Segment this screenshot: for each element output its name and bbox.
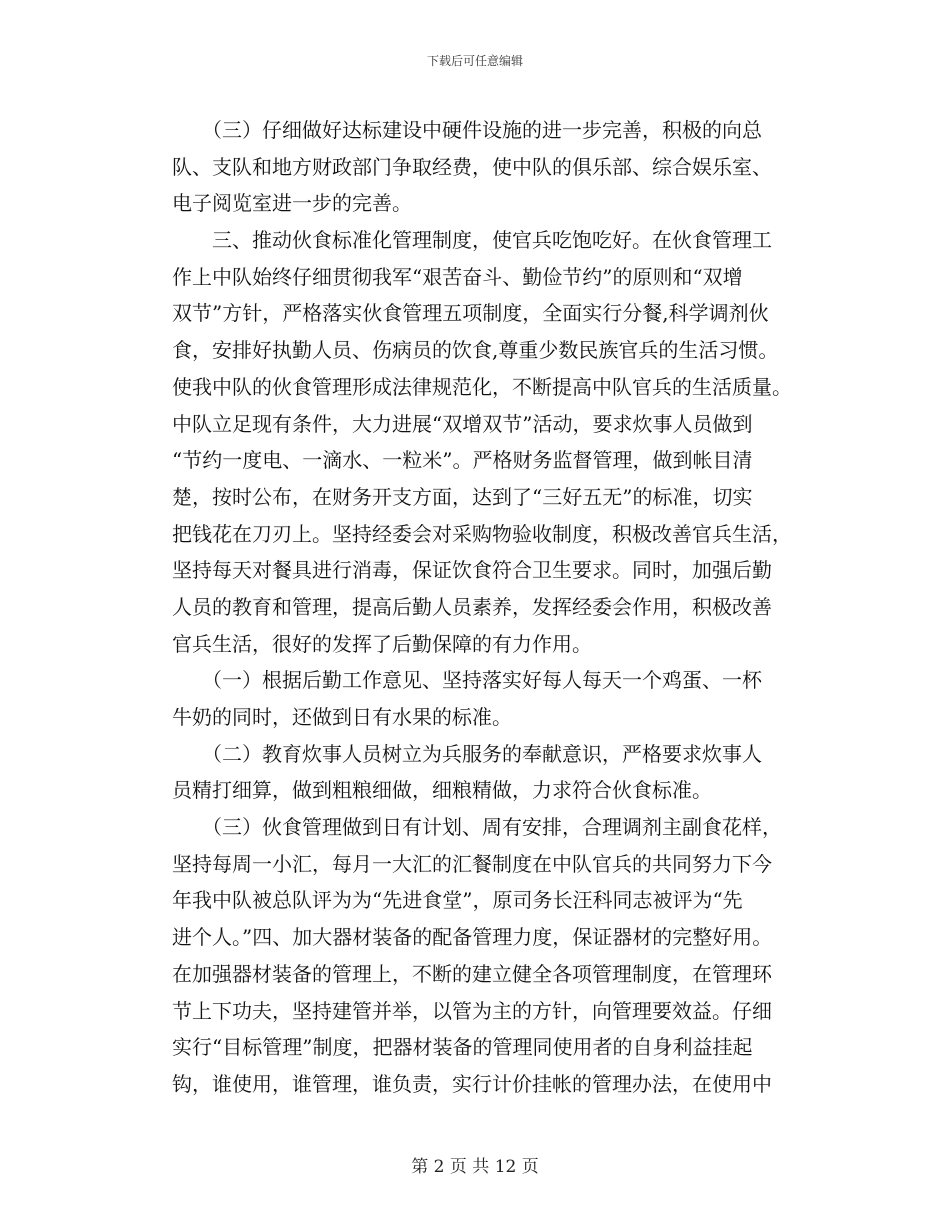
text-line: 楚，按时公布，在财务开支方面，达到了“三好五无”的标准，切实 xyxy=(172,484,753,509)
text-line: 坚持每周一小汇，每月一大汇的汇餐制度在中队官兵的共同努力下今 xyxy=(172,851,772,876)
text-line: 钩，谁使用，谁管理，谁负责，实行计价挂帐的管理办法，在使用中 xyxy=(172,1071,772,1096)
page-footer: 第 2 页 共 12 页 xyxy=(411,1157,539,1177)
text-line: 实行“目标管理”制度，把器材装备的管理同使用者的自身利益挂起 xyxy=(172,1035,753,1060)
text-line: （一）根据后勤工作意见、坚持落实好每人每天一个鸡蛋、一杯 xyxy=(172,668,762,693)
text-line: 坚持每天对餐具进行消毒，保证饮食符合卫生要求。同时，加强后勤 xyxy=(172,558,772,583)
text-line: 进个人。”四、加大器材装备的配备管理力度，保证器材的完整好用。 xyxy=(172,925,773,950)
text-line: （三）仔细做好达标建设中硬件设施的进一步完善，积极的向总 xyxy=(172,118,762,142)
text-line: 使我中队的伙食管理形成法律规范化，不断提高中队官兵的生活质量。 xyxy=(172,374,792,399)
text-line: 把钱花在刀刃上。坚持经委会对采购物验收制度，积极改善官兵生活， xyxy=(172,521,792,546)
page-header: 下载后可任意编辑 xyxy=(426,54,523,68)
text-line: 在加强器材装备的管理上，不断的建立健全各项管理制度，在管理环 xyxy=(172,961,772,986)
text-line: 牛奶的同时，还做到日有水果的标准。 xyxy=(172,705,512,729)
text-line: 人员的教育和管理，提高后勤人员素养，发挥经委会作用，积极改善 xyxy=(172,594,772,619)
document-body xyxy=(172,112,797,1103)
text-line: 作上中队始终仔细贯彻我军“艰苦奋斗、勤俭节约”的原则和“双增 xyxy=(172,264,743,289)
text-line: 食，安排好执勤人员、伤病员的饮食,尊重少数民族官兵的生活习惯。 xyxy=(172,338,779,363)
text-line: 员精打细算，做到粗粮细做，细粮精做，力求符合伙食标准。 xyxy=(172,778,712,803)
text-line: 队、支队和地方财政部门争取经费，使中队的俱乐部、综合娱乐室、 xyxy=(172,154,772,179)
text-line: “节约一度电、一滴水、一粒米”。严格财务监督管理，做到帐目清 xyxy=(172,448,753,473)
text-line: 中队立足现有条件，大力进展“双增双节”活动，要求炊事人员做到 xyxy=(172,411,753,436)
text-line: 节上下功夫，坚持建管并举，以管为主的方针，向管理要效益。仔细 xyxy=(172,998,772,1023)
text-line: （二）教育炊事人员树立为兵服务的奉献意识，严格要求炊事人 xyxy=(172,741,762,766)
text-line: 官兵生活，很好的发挥了后勤保障的有力作用。 xyxy=(172,631,592,656)
text-line: 电子阅览室进一步的完善。 xyxy=(172,191,412,216)
text-line: 年我中队被总队评为为“先进食堂”，原司务长汪科同志被评为“先 xyxy=(172,888,743,913)
text-line: 三、推动伙食标准化管理制度，使官兵吃饱吃好。在伙食管理工 xyxy=(172,228,772,253)
text-line: 双节”方针，严格落实伙食管理五项制度，全面实行分餐,科学调剂伙 xyxy=(172,301,769,326)
text-line: （三）伙食管理做到日有计划、周有安排，合理调剂主副食花样， xyxy=(172,815,782,840)
